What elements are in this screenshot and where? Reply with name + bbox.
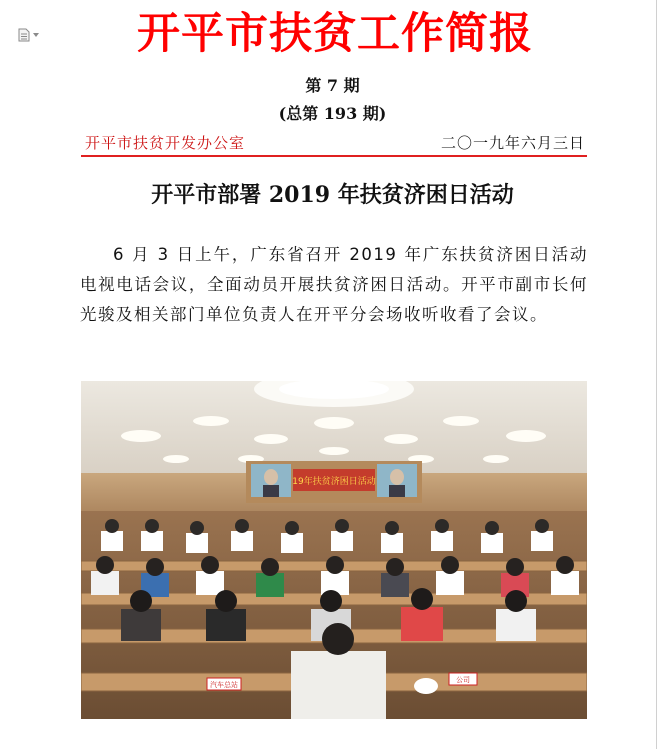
- bulletin-title: 开平市扶贫工作简报: [137, 9, 533, 59]
- header-divider: [81, 155, 587, 157]
- total-issue-number: (总第 193 期): [278, 104, 387, 123]
- chevron-down-icon: [33, 33, 39, 37]
- placard-right-text: 公司: [456, 676, 470, 684]
- screen-banner-text: 19年扶贫济困日活动: [292, 477, 376, 487]
- article-paragraph: 6 月 3 日上午，广东省召开 2019 年广东扶贫济困日活动电视电话会议，全面动员开展扶贫济困日活动。开平市副市长何光骏及相关部门单位负责人在开平分会场收听收看了会议。: [80, 245, 588, 324]
- document-icon: [18, 28, 30, 42]
- article-headline: 开平市部署 2019 年扶贫济困日活动: [151, 182, 514, 208]
- issue-date: 二〇一九年六月三日: [440, 134, 585, 152]
- issue-number: 第 7 期: [305, 76, 360, 95]
- meeting-photo: [81, 381, 587, 719]
- document-menu[interactable]: [18, 27, 52, 43]
- placard-left-text: 汽车总站: [210, 681, 238, 689]
- issuing-office: 开平市扶贫开发办公室: [85, 134, 246, 152]
